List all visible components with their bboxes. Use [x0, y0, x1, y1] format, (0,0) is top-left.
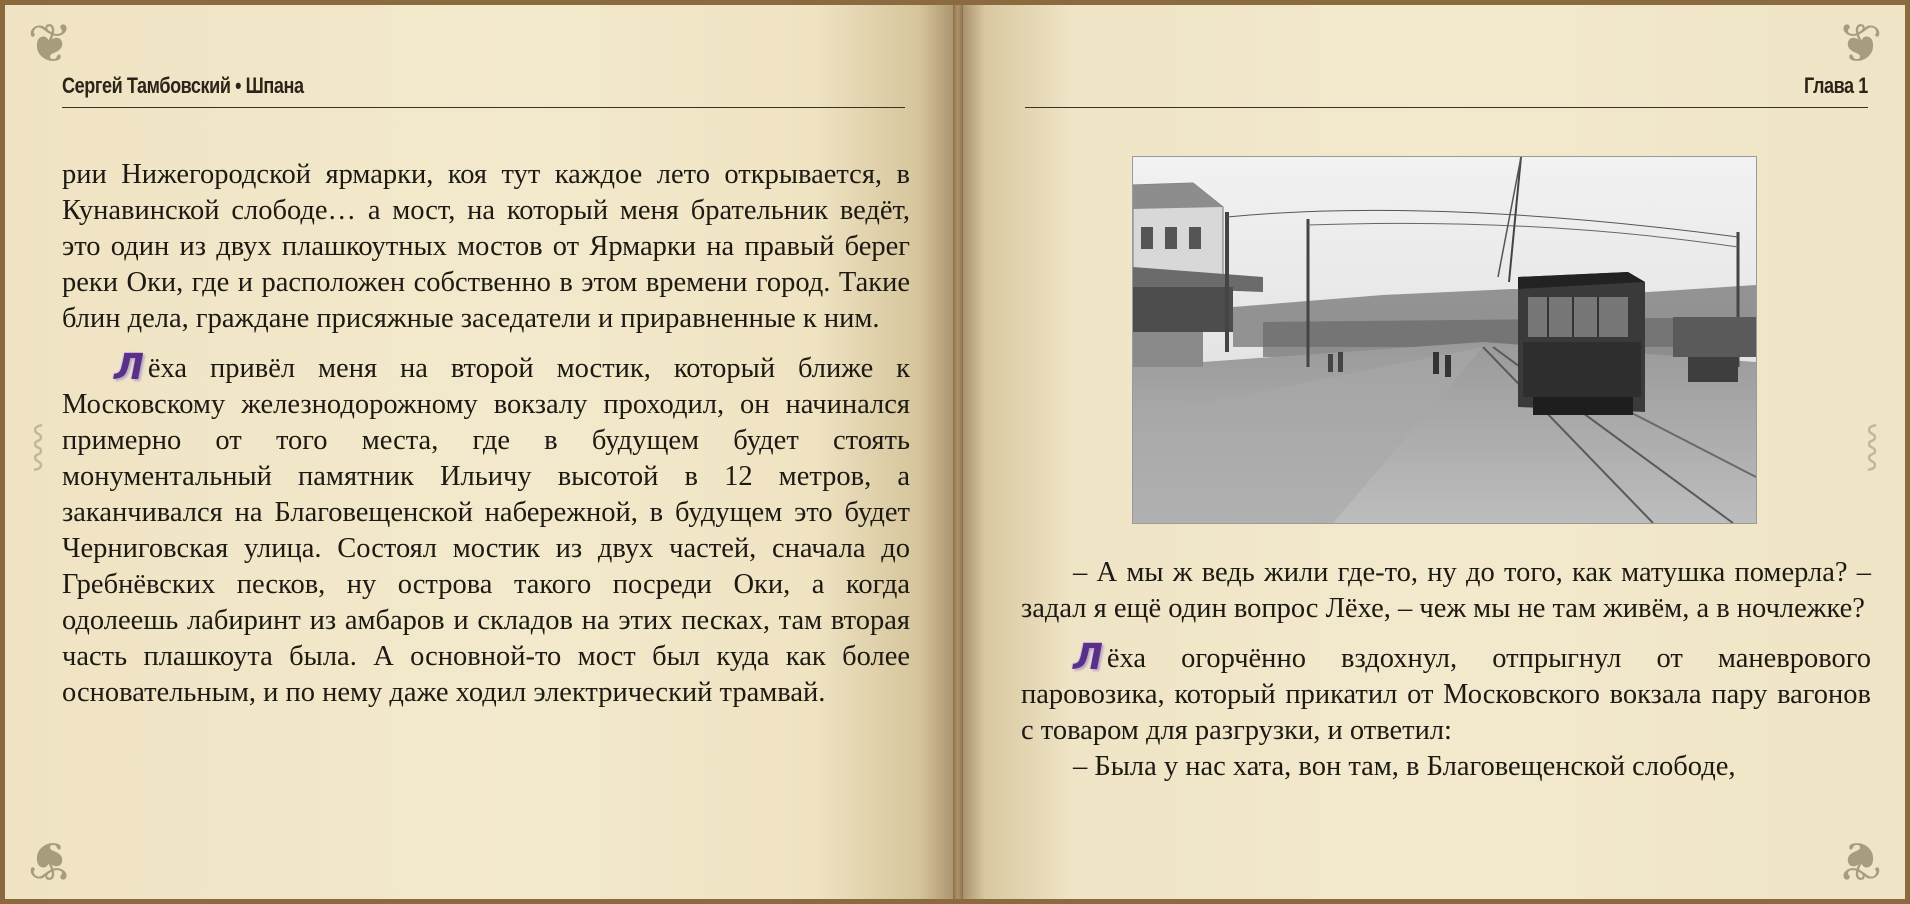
paragraph-text: ёха огорчённо вздохнул, отпрыгнул от маневрового паровозика, который прикатил от Московского вокзала пару вагонов с товаром для разгрузки, и ответил: — [1021, 643, 1871, 746]
author-title: Сергей Тамбовский • Шпана — [62, 73, 304, 98]
paragraph — [62, 347, 910, 711]
paragraph-text: ёха привёл меня на второй мостик, который ближе к Московскому железнодорожному вокзалу проходил, он начинался примерно от того места, где в будущем будет стоять монументальный памятник Ильичу высотой в 12 метров, а заканчивался на Благовещенской набережной, в будущем это будет Черниговская улица. Состоял мостик из двух частей, сначала до Гребнёвских песков, ну острова такого посреди Оки, а когда одолеешь лабиринт из амбаров и складов на этих песках, там вторая часть плашкоута была. А основной-то мост был куда как более основательным, и по нему даже ходил электрический трамвай. — [62, 353, 910, 708]
running-head-left — [62, 73, 905, 108]
side-ornament-icon: ⸾ — [1864, 422, 1880, 468]
corner-ornament-icon: ❦ — [27, 12, 73, 75]
right-page-text — [1021, 555, 1871, 785]
paragraph: рии Нижегородской ярмарки, коя тут каждое лето открывается, в Кунавинской слободе… а мост, на который меня брательник ведёт, это один из двух плашкоутных мостов от Ярмарки на правый берег реки Оки, где и расположен собственно в этом времени город. Такие блин дела, граждане присяжные заседатели и приравненные к ним. — [62, 159, 910, 334]
side-ornament-icon: ⸾ — [30, 422, 46, 468]
tram-photo-image — [1133, 157, 1756, 523]
book-spine — [953, 5, 963, 899]
paragraph — [1021, 637, 1871, 749]
drop-cap: Л — [1073, 637, 1103, 678]
corner-ornament-icon: ❦ — [1837, 12, 1883, 75]
corner-ornament-icon: ❦ — [1837, 829, 1883, 892]
paragraph: – Была у нас хата, вон там, в Благовещенской слободе, — [1073, 751, 1736, 782]
running-head-right — [1025, 73, 1868, 108]
corner-ornament-icon: ❦ — [27, 829, 73, 892]
drop-cap: Л — [114, 347, 144, 388]
tram-photo — [1133, 157, 1756, 523]
paragraph: – А мы ж ведь жили где-то, ну до того, как матушка померла? – задал я ещё один вопрос Лёхе, – чеж мы не там живём, а в ночлежке? — [1021, 557, 1871, 624]
left-page — [5, 5, 957, 899]
left-page-text — [62, 157, 910, 711]
chapter-title: Глава 1 — [1804, 73, 1868, 98]
